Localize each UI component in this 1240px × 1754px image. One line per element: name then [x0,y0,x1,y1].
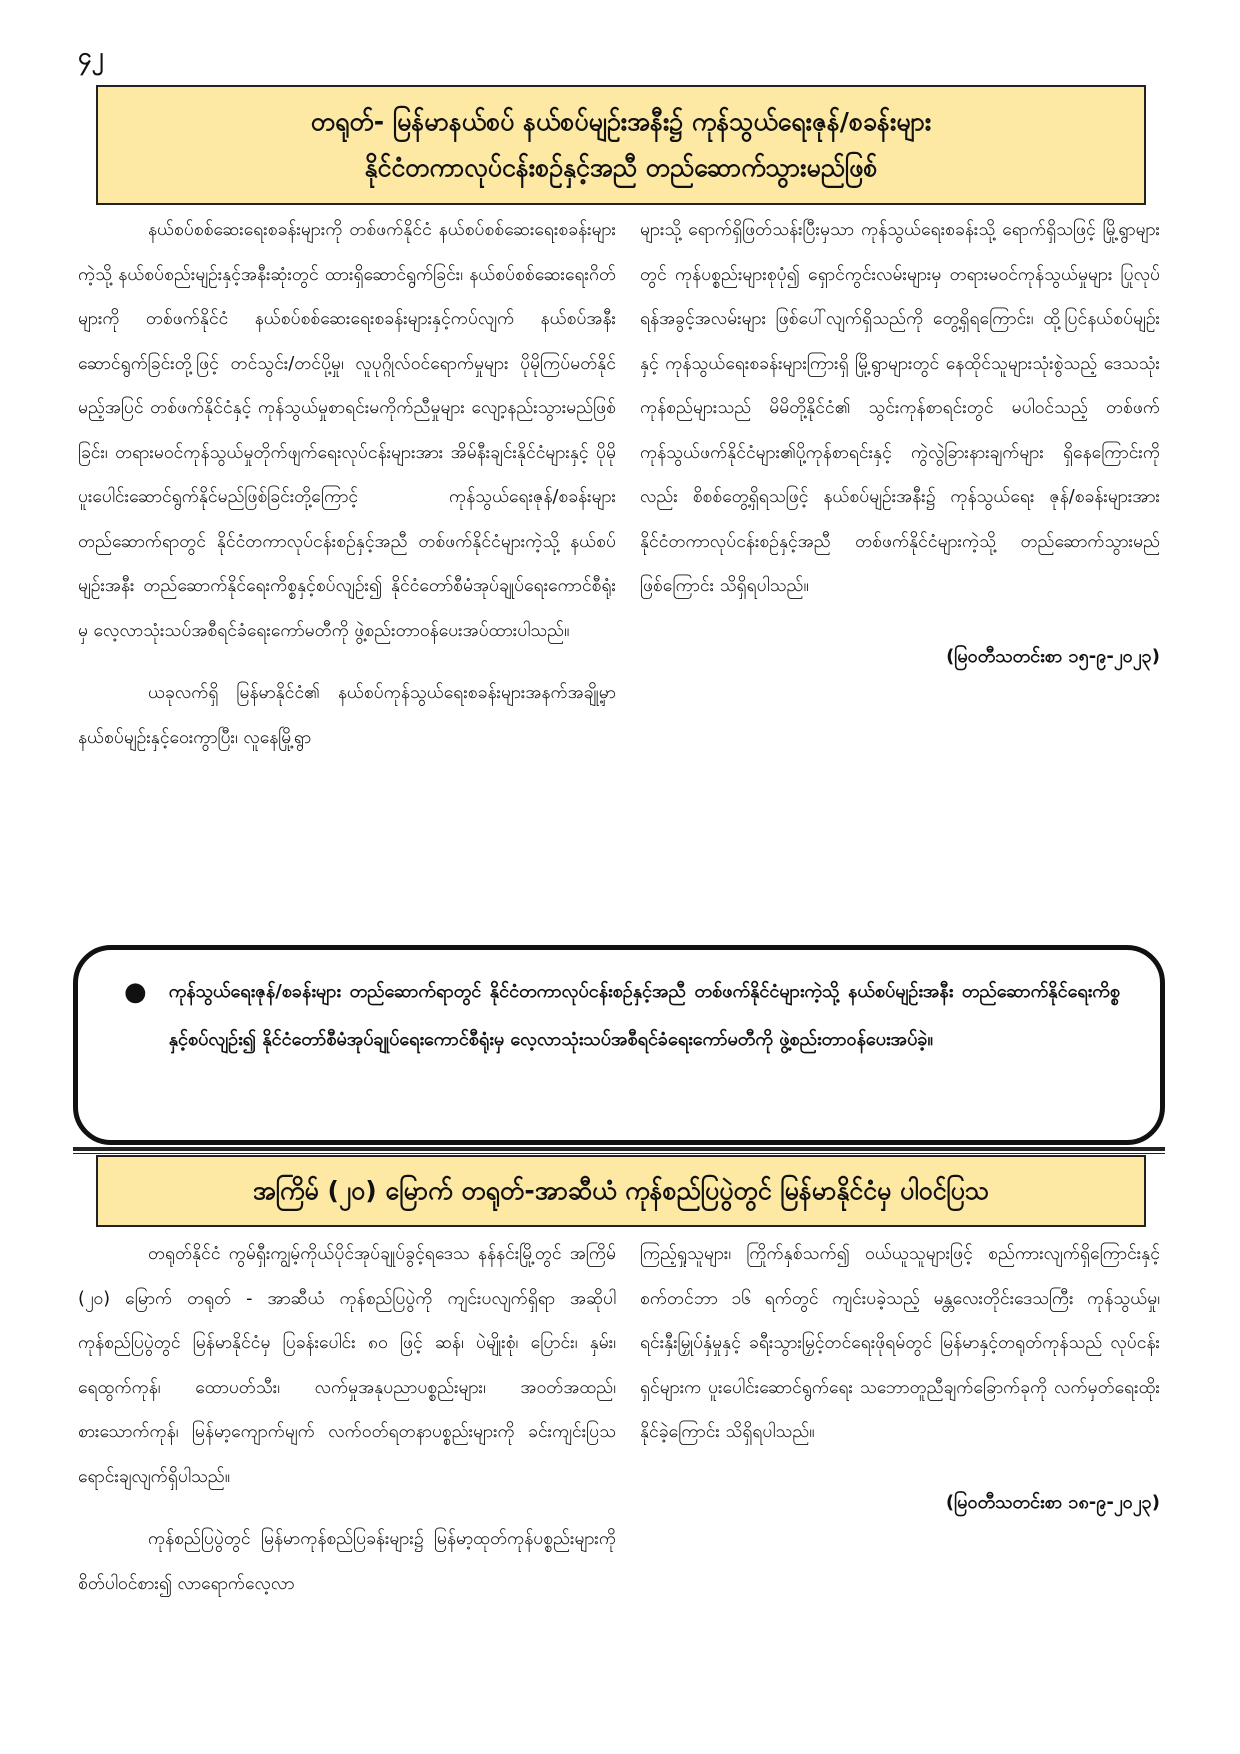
article-1-right-column [640,208,1160,697]
article-2-source: (မြဝတီသတင်းစာ ၁၈-၉-၂၀၂၃) [945,1491,1160,1513]
article-2-headline [96,1155,1146,1227]
article-1-paragraph: နယ်စပ်စစ်ဆေးရေးစခန်းများကို တစ်ဖက်နိုင်ငံ နယ်စပ်စစ်ဆေးရေးစခန်းများကဲ့သို့ နယ်စပ်စည်းမျဉ်းနှင့်အနီးဆုံးတွင် ထားရှိဆောင်ရွက်ခြင်း၊ နယ်စပ်စစ်ဆေးရေးဂိတ်များကို တစ်ဖက်နိုင်ငံ နယ်စပ်စစ်ဆေးရေးစခန်းများနှင့်ကပ်လျက် နယ်စပ်အနီး ဆောင်ရွက်ခြင်းတို့ဖြင့် တင်သွင်း/တင်ပို့မှု၊ လူပုဂ္ဂိုလ်ဝင်ရောက်မှုများ ပိုမိုကြပ်မတ်နိုင်မည့်အပြင် တစ်ဖက်နိုင်ငံနှင့် ကုန်သွယ်မှုစာရင်းမကိုက်ညီမှုများ လျော့နည်းသွားမည်ဖြစ်ခြင်း၊ တရားမဝင်ကုန်သွယ်မှုတိုက်ဖျက်ရေးလုပ်ငန်းများအား အိမ်နီးချင်းနိုင်ငံများနှင့် ပိုမိုပူးပေါင်းဆောင်ရွက်နိုင်မည်ဖြစ်ခြင်းတို့ကြောင့် ကုန်သွယ်ရေးဇုန်/စခန်းများ တည်ဆောက်ရာတွင် နိုင်ငံတကာလုပ်ငန်းစဉ်နှင့်အညီ တစ်ဖက်နိုင်ငံများကဲ့သို့ နယ်စပ်မျဉ်းအနီး တည်ဆောက်နိုင်ရေးကိစ္စနှင့်စပ်လျဉ်း၍ နိုင်ငံတော်စီမံအုပ်ချုပ်ရေးကောင်စီရုံးမှ လေ့လာသုံးသပ်အစီရင်ခံရေးကော်မတီကို ဖွဲ့စည်းတာဝန်ပေးအပ်ထားပါသည်။ [78,220,616,641]
article-2-headline-line: အကြိမ် (၂၀) မြောက် တရုတ်-အာဆီယံ ကုန်စည်ပြပွဲတွင် မြန်မာနိုင်ငံမှ ပါဝင်ပြသ [252,1176,990,1205]
section-divider [73,1147,1165,1151]
page-number: ၄၂ [78,42,104,70]
article-1-left-column [78,208,616,778]
article-1-headline [96,85,1146,205]
article-1-paragraph: များသို့ ရောက်ရှိဖြတ်သန်းပြီးမှသာ ကုန်သွယ်ရေးစခန်းသို့ ရောက်ရှိသဖြင့် မြို့ရွာများတွင် ကုန်ပစ္စည်းများစုပုံ၍ ရှောင်ကွင်းလမ်းများမှ တရားမဝင်ကုန်သွယ်မှုများ ပြုလုပ်ရန်အခွင့်အလမ်းများ ဖြစ်ပေါ်လျက်ရှိသည်ကို တွေ့ရှိရကြောင်း၊ ထို့ပြင်နယ်စပ်မျဉ်းနှင့် ကုန်သွယ်ရေးစခန်းများကြားရှိ မြို့ရွာများတွင် နေထိုင်သူများသုံးစွဲသည့် ဒေသသုံးကုန်စည်များသည် မိမိတို့နိုင်ငံ၏ သွင်းကုန်စာရင်းတွင် မပါဝင်သည့် တစ်ဖက်ကုန်သွယ်ဖက်နိုင်ငံများ၏ပို့ကုန်စာရင်းနှင့် ကွဲလွဲခြားနားချက်များ ရှိနေကြောင်းကိုလည်း စိစစ်တွေ့ရှိရသဖြင့် နယ်စပ်မျဉ်းအနီး၌ ကုန်သွယ်ရေး ဇုန်/စခန်းများအား နိုင်ငံတကာလုပ်ငန်းစဉ်နှင့်အညီ တစ်ဖက်နိုင်ငံများကဲ့သို့ တည်ဆောက်သွားမည်ဖြစ်ကြောင်း သိရှိရပါသည်။ [640,220,1160,596]
article-2-paragraph: ကုန်စည်ပြပွဲတွင် မြန်မာကုန်စည်ပြခန်းများ၌ မြန်မာ့ထုတ်ကုန်ပစ္စည်းများကို စိတ်ပါဝင်စား၍ လာရောက်လေ့လာ [78,1529,616,1594]
article-2-paragraph: တရုတ်နိုင်ငံ ကွမ်ရှီးကျွမ့်ကိုယ်ပိုင်အုပ်ချုပ်ခွင့်ရဒေသ နန်နင်းမြို့တွင် အကြိမ် (၂၀) မြောက် တရုတ် - အာဆီယံ ကုန်စည်ပြပွဲကို ကျင်းပလျက်ရှိရာ အဆိုပါကုန်စည်ပြပွဲတွင် မြန်မာနိုင်ငံမှ ပြခန်းပေါင်း ၈၀ ဖြင့် ဆန်၊ ပဲမျိုးစုံ၊ ပြောင်း၊ နှမ်း၊ ရေထွက်ကုန်၊ ထောပတ်သီး၊ လက်မှုအနုပညာပစ္စည်းများ၊ အဝတ်အထည်၊ စားသောက်ကုန်၊ မြန်မာ့ကျောက်မျက် လက်ဝတ်ရတနာပစ္စည်းများကို ခင်းကျင်းပြသရောင်းချလျက်ရှိပါသည်။ [78,1244,616,1487]
bullet-icon: ● [124,977,147,1007]
article-1-headline-line-2: နိုင်ငံတကာလုပ်ငန်းစဉ်နှင့်အညီ တည်ဆောက်သွားမည်ဖြစ် [364,153,878,182]
article-1-source: (မြဝတီသတင်းစာ ၁၅-၉-၂၀၂၃) [946,645,1160,667]
highlight-text: ကုန်သွယ်ရေးဇုန်/စခန်းများ တည်ဆောက်ရာတွင် နိုင်ငံတကာလုပ်ငန်းစဉ်နှင့်အညီ တစ်ဖက်နိုင်ငံများကဲ့သို့ နယ်စပ်မျဉ်းအနီး တည်ဆောက်နိုင်ရေးကိစ္စနှင့်စပ်လျဉ်း၍ နိုင်ငံတော်စီမံအုပ်ချုပ်ရေးကောင်စီရုံးမှ လေ့လာသုံးသပ်အစီရင်ခံရေးကော်မတီကို ဖွဲ့စည်းတာဝန်ပေးအပ်ခဲ့။ [168,981,1120,1050]
article-1-headline-line-1: တရုတ်- မြန်မာနယ်စပ် နယ်စပ်မျဉ်းအနီး၌ ကုန်သွယ်ရေးဇုန်/စခန်းများ [310,107,932,136]
article-1-paragraph: ယခုလက်ရှိ မြန်မာနိုင်ငံ၏ နယ်စပ်ကုန်သွယ်ရေးစခန်းများအနက်အချို့မှာ နယ်စပ်မျဉ်းနှင့်ဝေးကွာပြီး၊ လူနေမြို့ရွာ [78,683,616,748]
article-2-paragraph: ကြည့်ရှုသူများ၊ ကြိုက်နှစ်သက်၍ ဝယ်ယူသူများဖြင့် စည်ကားလျက်ရှိကြောင်းနှင့် စက်တင်ဘာ ၁၆ ရက်တွင် ကျင်းပခဲ့သည့် မန္တလေးတိုင်းဒေသကြီး ကုန်သွယ်မှု၊ ရင်းနှီးမြှုပ်နှံမှုနှင့် ခရီးသွားမြှင့်တင်ရေးဖိုရမ်တွင် မြန်မာနှင့်တရုတ်ကုန်သည် လုပ်ငန်းရှင်များက ပူးပေါင်းဆောင်ရွက်ရေး သဘောတူညီချက်ခြောက်ခုကို လက်မှတ်ရေးထိုးနိုင်ခဲ့ကြောင်း သိရှိရပါသည်။ [640,1244,1160,1442]
article-2-right-column [640,1232,1160,1543]
article-2-left-column [78,1232,616,1624]
section-divider-thin [73,1153,1165,1154]
highlight-box [73,945,1165,1145]
